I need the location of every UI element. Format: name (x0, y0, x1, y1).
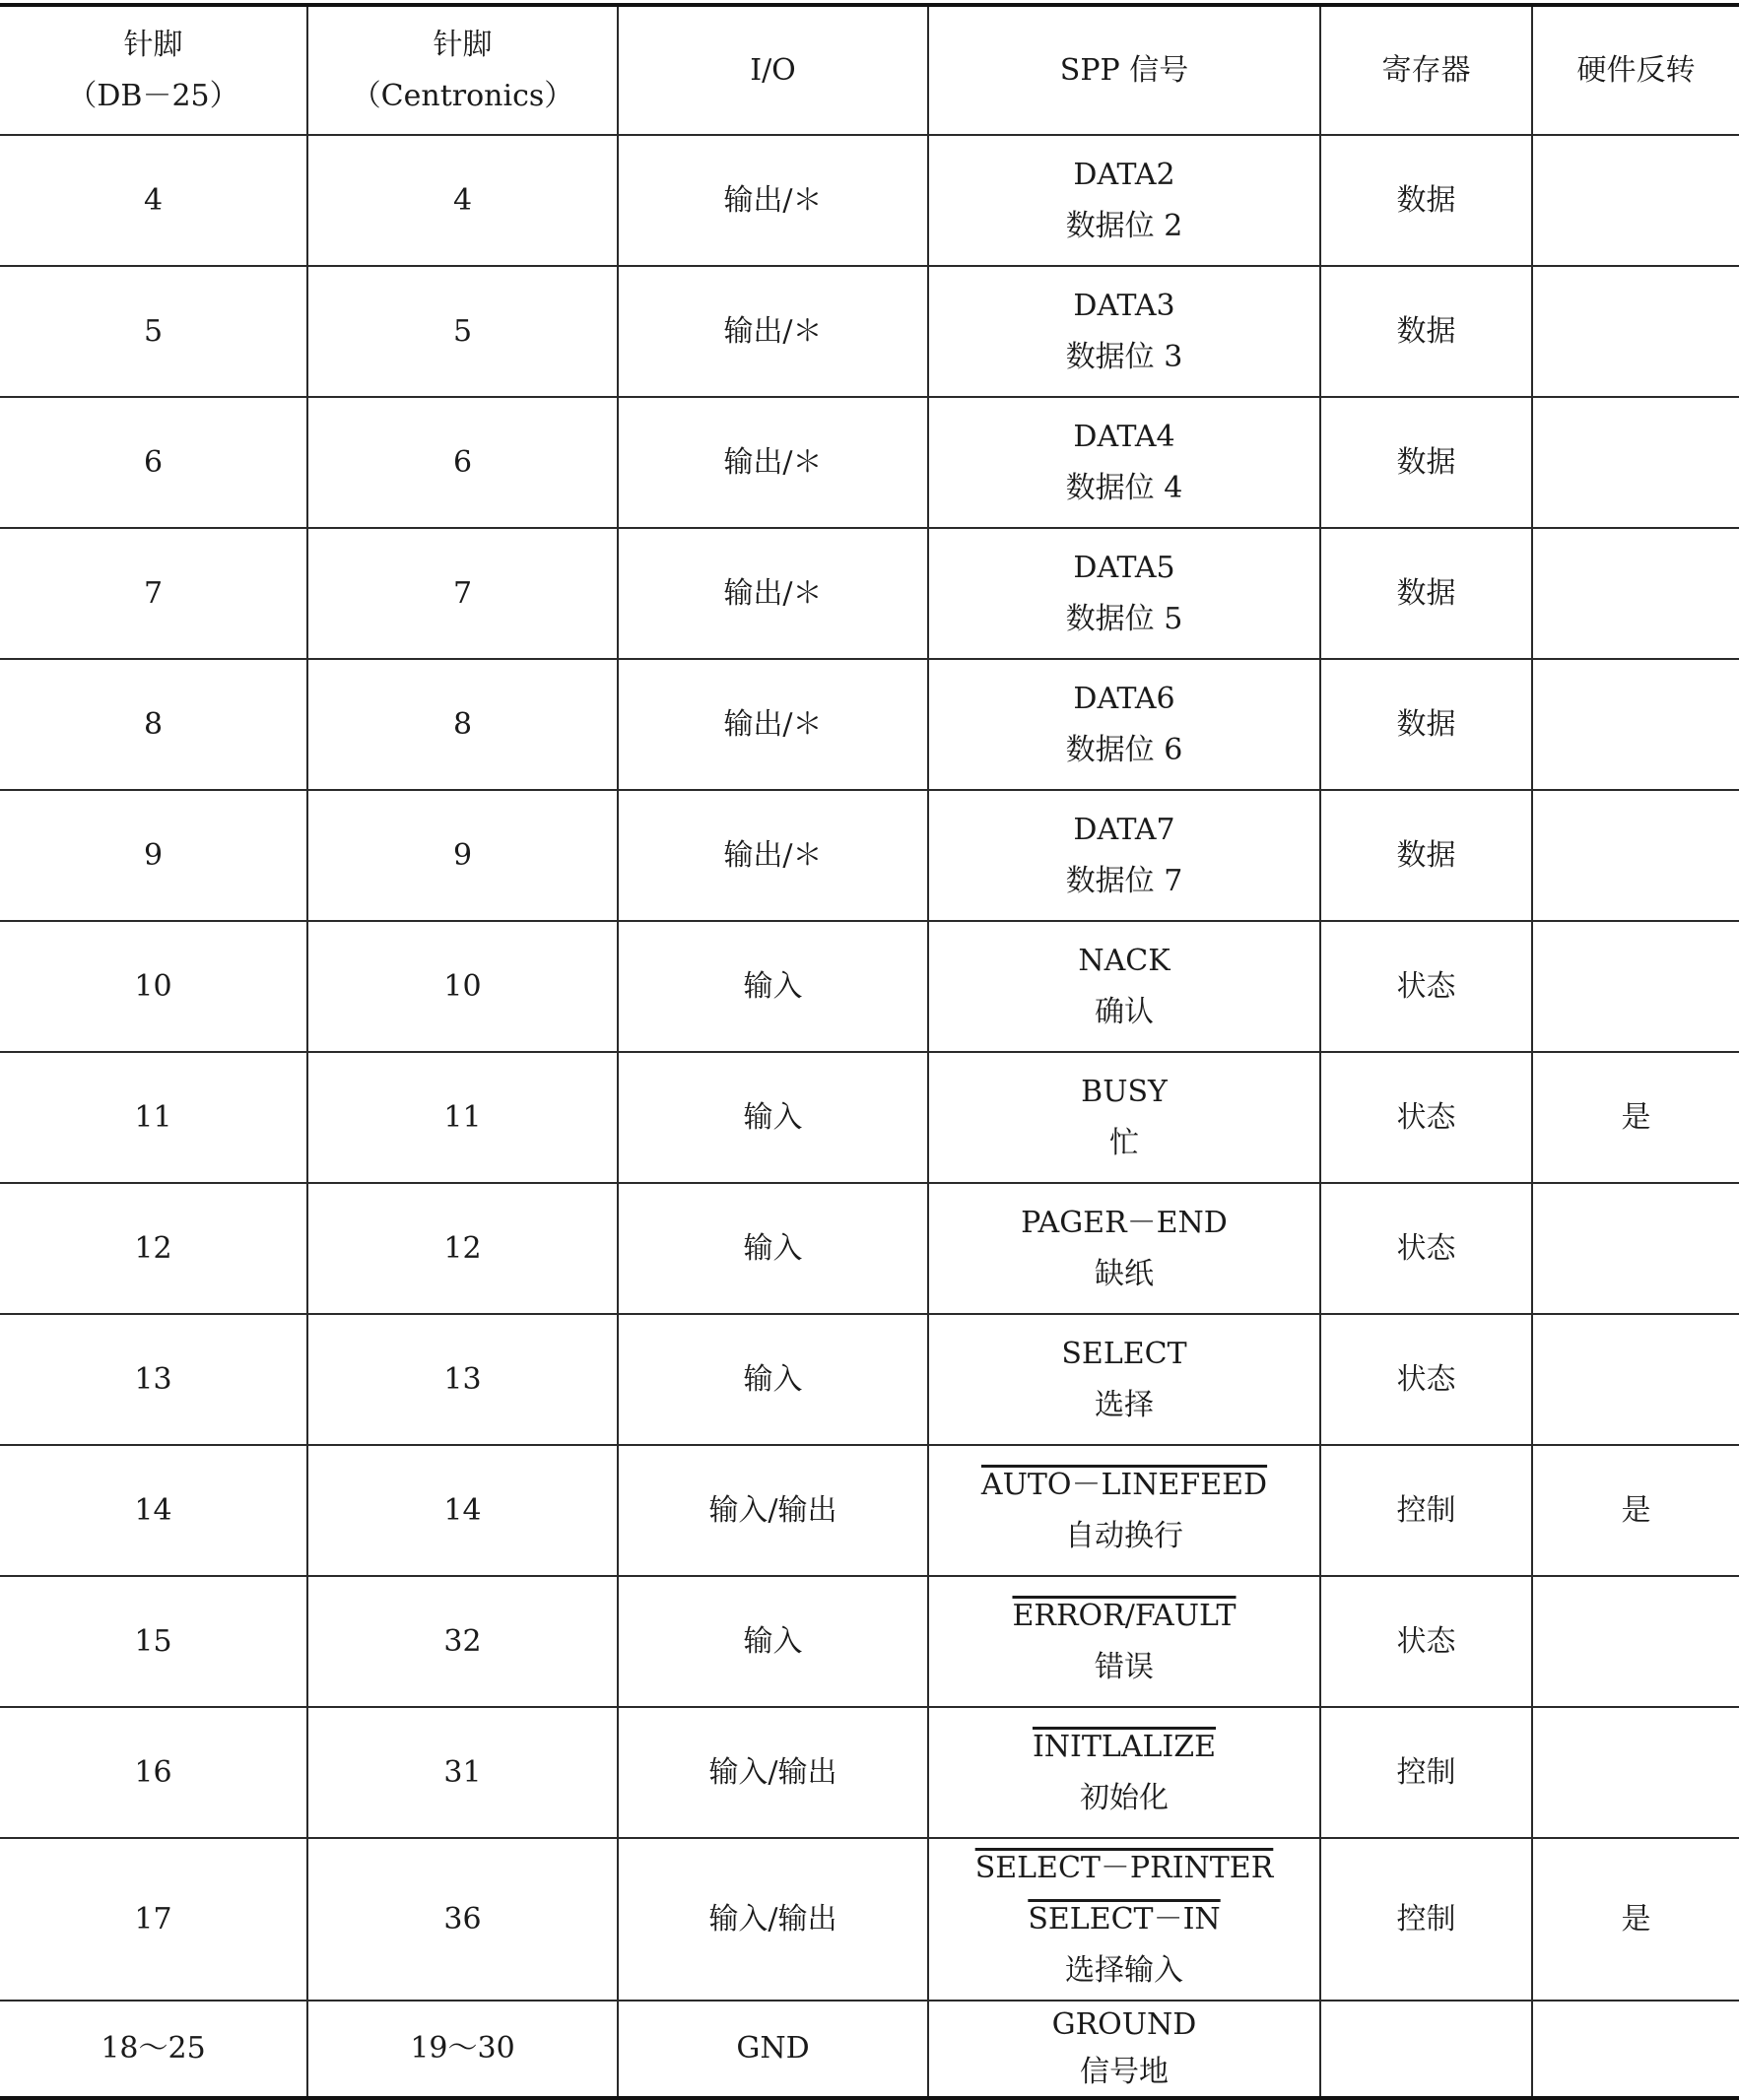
cell-io: 输入 (618, 1052, 928, 1183)
signal-text-line: PAGER－END (1021, 1205, 1228, 1240)
cell-io: 输入 (618, 1576, 928, 1707)
cell-register: 状态 (1320, 1183, 1532, 1314)
table-row (0, 1052, 1739, 1183)
signal-text-line: GROUND (1051, 2007, 1197, 2042)
cell-pin-db25: 8 (0, 659, 307, 790)
cell-pin-centronics: 19～30 (307, 2001, 618, 2098)
cell-pin-centronics: 4 (307, 135, 618, 266)
cell-io: 输入 (618, 1314, 928, 1445)
cell-spp-signal (928, 2001, 1320, 2098)
cell-spp-signal (928, 790, 1320, 921)
cell-hw-inverted (1532, 2001, 1739, 2098)
signal-text-line: NACK (1078, 943, 1170, 978)
table-row (0, 1183, 1739, 1314)
cell-spp-signal (928, 1314, 1320, 1445)
cell-hw-inverted (1532, 528, 1739, 659)
signal-text-line: 数据位 3 (1065, 339, 1183, 374)
cell-register: 控制 (1320, 1707, 1532, 1838)
header-register: 寄存器 (1320, 5, 1532, 135)
cell-io: 输入/输出 (618, 1838, 928, 2001)
table-row (0, 790, 1739, 921)
table-row (0, 1576, 1739, 1707)
cell-hw-inverted (1532, 1707, 1739, 1838)
signal-name-active-low: SELECT－IN (1028, 1901, 1221, 1936)
signal-text-line: 选择输入 (1065, 1952, 1183, 1988)
cell-hw-inverted (1532, 790, 1739, 921)
cell-spp-signal (928, 397, 1320, 528)
signal-text-line: DATA4 (1073, 419, 1175, 454)
cell-pin-db25: 11 (0, 1052, 307, 1183)
cell-hw-inverted (1532, 1314, 1739, 1445)
cell-pin-db25: 5 (0, 266, 307, 397)
cell-io: 输入 (618, 921, 928, 1052)
signal-name-active-low: AUTO－LINEFEED (980, 1467, 1268, 1502)
cell-pin-centronics: 11 (307, 1052, 618, 1183)
signal-text-line: 数据位 6 (1065, 732, 1183, 767)
cell-hw-inverted (1532, 266, 1739, 397)
cell-hw-inverted: 是 (1532, 1838, 1739, 2001)
cell-hw-inverted (1532, 135, 1739, 266)
table-row (0, 135, 1739, 266)
cell-io: 输入 (618, 1183, 928, 1314)
signal-text-line: DATA2 (1073, 157, 1175, 192)
cell-register: 控制 (1320, 1838, 1532, 2001)
cell-register: 数据 (1320, 790, 1532, 921)
signal-text-line: 数据位 2 (1065, 208, 1183, 243)
cell-pin-centronics: 14 (307, 1445, 618, 1576)
table-row (0, 528, 1739, 659)
cell-spp-signal (928, 528, 1320, 659)
signal-name-active-low: SELECT－PRINTER (974, 1850, 1274, 1885)
signal-text-line: SELECT (1061, 1336, 1187, 1371)
header-pin-centronics (307, 5, 618, 135)
cell-spp-signal (928, 1576, 1320, 1707)
signal-text-line: 初始化 (1080, 1780, 1169, 1815)
header-pin-db25-line1: 针脚 (123, 27, 183, 62)
cell-spp-signal (928, 1838, 1320, 2001)
cell-register: 状态 (1320, 1052, 1532, 1183)
cell-pin-db25: 10 (0, 921, 307, 1052)
cell-register: 状态 (1320, 1314, 1532, 1445)
cell-pin-db25: 18～25 (0, 2001, 307, 2098)
cell-register: 数据 (1320, 266, 1532, 397)
signal-name-active-low: ERROR/FAULT (1012, 1598, 1237, 1633)
table-header (0, 5, 1739, 135)
cell-spp-signal (928, 135, 1320, 266)
pinout-table (0, 3, 1739, 2100)
cell-pin-db25: 9 (0, 790, 307, 921)
table-body (0, 135, 1739, 2098)
table-row (0, 2001, 1739, 2098)
cell-pin-centronics: 6 (307, 397, 618, 528)
cell-pin-centronics: 5 (307, 266, 618, 397)
cell-spp-signal (928, 1052, 1320, 1183)
header-pin-centronics-line1: 针脚 (433, 27, 493, 62)
cell-pin-db25: 6 (0, 397, 307, 528)
cell-hw-inverted: 是 (1532, 1445, 1739, 1576)
header-spp-signal: SPP 信号 (928, 5, 1320, 135)
cell-pin-db25: 15 (0, 1576, 307, 1707)
signal-text-line: 自动换行 (1065, 1518, 1183, 1553)
cell-hw-inverted: 是 (1532, 1052, 1739, 1183)
header-row (0, 5, 1739, 135)
cell-spp-signal (928, 1183, 1320, 1314)
cell-pin-db25: 4 (0, 135, 307, 266)
cell-io: GND (618, 2001, 928, 2098)
cell-pin-db25: 17 (0, 1838, 307, 2001)
cell-pin-centronics: 36 (307, 1838, 618, 2001)
cell-pin-db25: 7 (0, 528, 307, 659)
cell-register: 控制 (1320, 1445, 1532, 1576)
table-row (0, 266, 1739, 397)
signal-text-line: DATA5 (1073, 550, 1175, 585)
signal-text-line: 信号地 (1080, 2055, 1169, 2089)
cell-io: 输出/＊ (618, 266, 928, 397)
cell-register: 数据 (1320, 135, 1532, 266)
cell-pin-centronics: 13 (307, 1314, 618, 1445)
table-row (0, 921, 1739, 1052)
signal-text-line: BUSY (1081, 1074, 1168, 1109)
signal-text-line: 数据位 7 (1065, 863, 1183, 898)
cell-hw-inverted (1532, 921, 1739, 1052)
cell-pin-centronics: 9 (307, 790, 618, 921)
cell-pin-centronics: 7 (307, 528, 618, 659)
header-hw-inverted: 硬件反转 (1532, 5, 1739, 135)
cell-io: 输出/＊ (618, 790, 928, 921)
signal-text-line: DATA7 (1073, 812, 1175, 847)
cell-pin-centronics: 8 (307, 659, 618, 790)
cell-io: 输出/＊ (618, 135, 928, 266)
cell-spp-signal (928, 659, 1320, 790)
cell-io: 输入/输出 (618, 1707, 928, 1838)
signal-text-line: 数据位 4 (1065, 470, 1183, 505)
cell-register: 数据 (1320, 397, 1532, 528)
signal-text-line: 忙 (1109, 1125, 1139, 1160)
table-row (0, 1707, 1739, 1838)
cell-pin-db25: 16 (0, 1707, 307, 1838)
header-pin-centronics-line2: （Centronics） (351, 78, 574, 113)
cell-pin-db25: 12 (0, 1183, 307, 1314)
cell-pin-db25: 14 (0, 1445, 307, 1576)
cell-spp-signal (928, 266, 1320, 397)
cell-io: 输出/＊ (618, 659, 928, 790)
cell-hw-inverted (1532, 397, 1739, 528)
cell-pin-db25: 13 (0, 1314, 307, 1445)
cell-hw-inverted (1532, 659, 1739, 790)
signal-text-line: 缺纸 (1095, 1256, 1154, 1291)
cell-io: 输出/＊ (618, 528, 928, 659)
header-pin-db25 (0, 5, 307, 135)
cell-io: 输出/＊ (618, 397, 928, 528)
table-row (0, 1445, 1739, 1576)
cell-register: 状态 (1320, 921, 1532, 1052)
signal-text-line: DATA3 (1073, 288, 1175, 323)
header-pin-db25-line2: （DB－25） (67, 78, 239, 113)
signal-text-line: 数据位 5 (1065, 601, 1183, 636)
cell-hw-inverted (1532, 1183, 1739, 1314)
cell-pin-centronics: 10 (307, 921, 618, 1052)
cell-register: 数据 (1320, 528, 1532, 659)
signal-text-line: DATA6 (1073, 681, 1175, 716)
cell-register: 数据 (1320, 659, 1532, 790)
cell-spp-signal (928, 921, 1320, 1052)
cell-pin-centronics: 12 (307, 1183, 618, 1314)
cell-spp-signal (928, 1707, 1320, 1838)
table-row (0, 659, 1739, 790)
signal-text-line: 选择 (1095, 1387, 1154, 1422)
signal-text-line: 错误 (1095, 1649, 1154, 1684)
table-row (0, 397, 1739, 528)
cell-register (1320, 2001, 1532, 2098)
signal-name-active-low: INITLALIZE (1032, 1729, 1217, 1764)
cell-hw-inverted (1532, 1576, 1739, 1707)
cell-register: 状态 (1320, 1576, 1532, 1707)
cell-io: 输入/输出 (618, 1445, 928, 1576)
cell-spp-signal (928, 1445, 1320, 1576)
cell-pin-centronics: 31 (307, 1707, 618, 1838)
signal-text-line: 确认 (1095, 994, 1154, 1029)
header-io: I/O (618, 5, 928, 135)
cell-pin-centronics: 32 (307, 1576, 618, 1707)
table-row (0, 1314, 1739, 1445)
table-row (0, 1838, 1739, 2001)
